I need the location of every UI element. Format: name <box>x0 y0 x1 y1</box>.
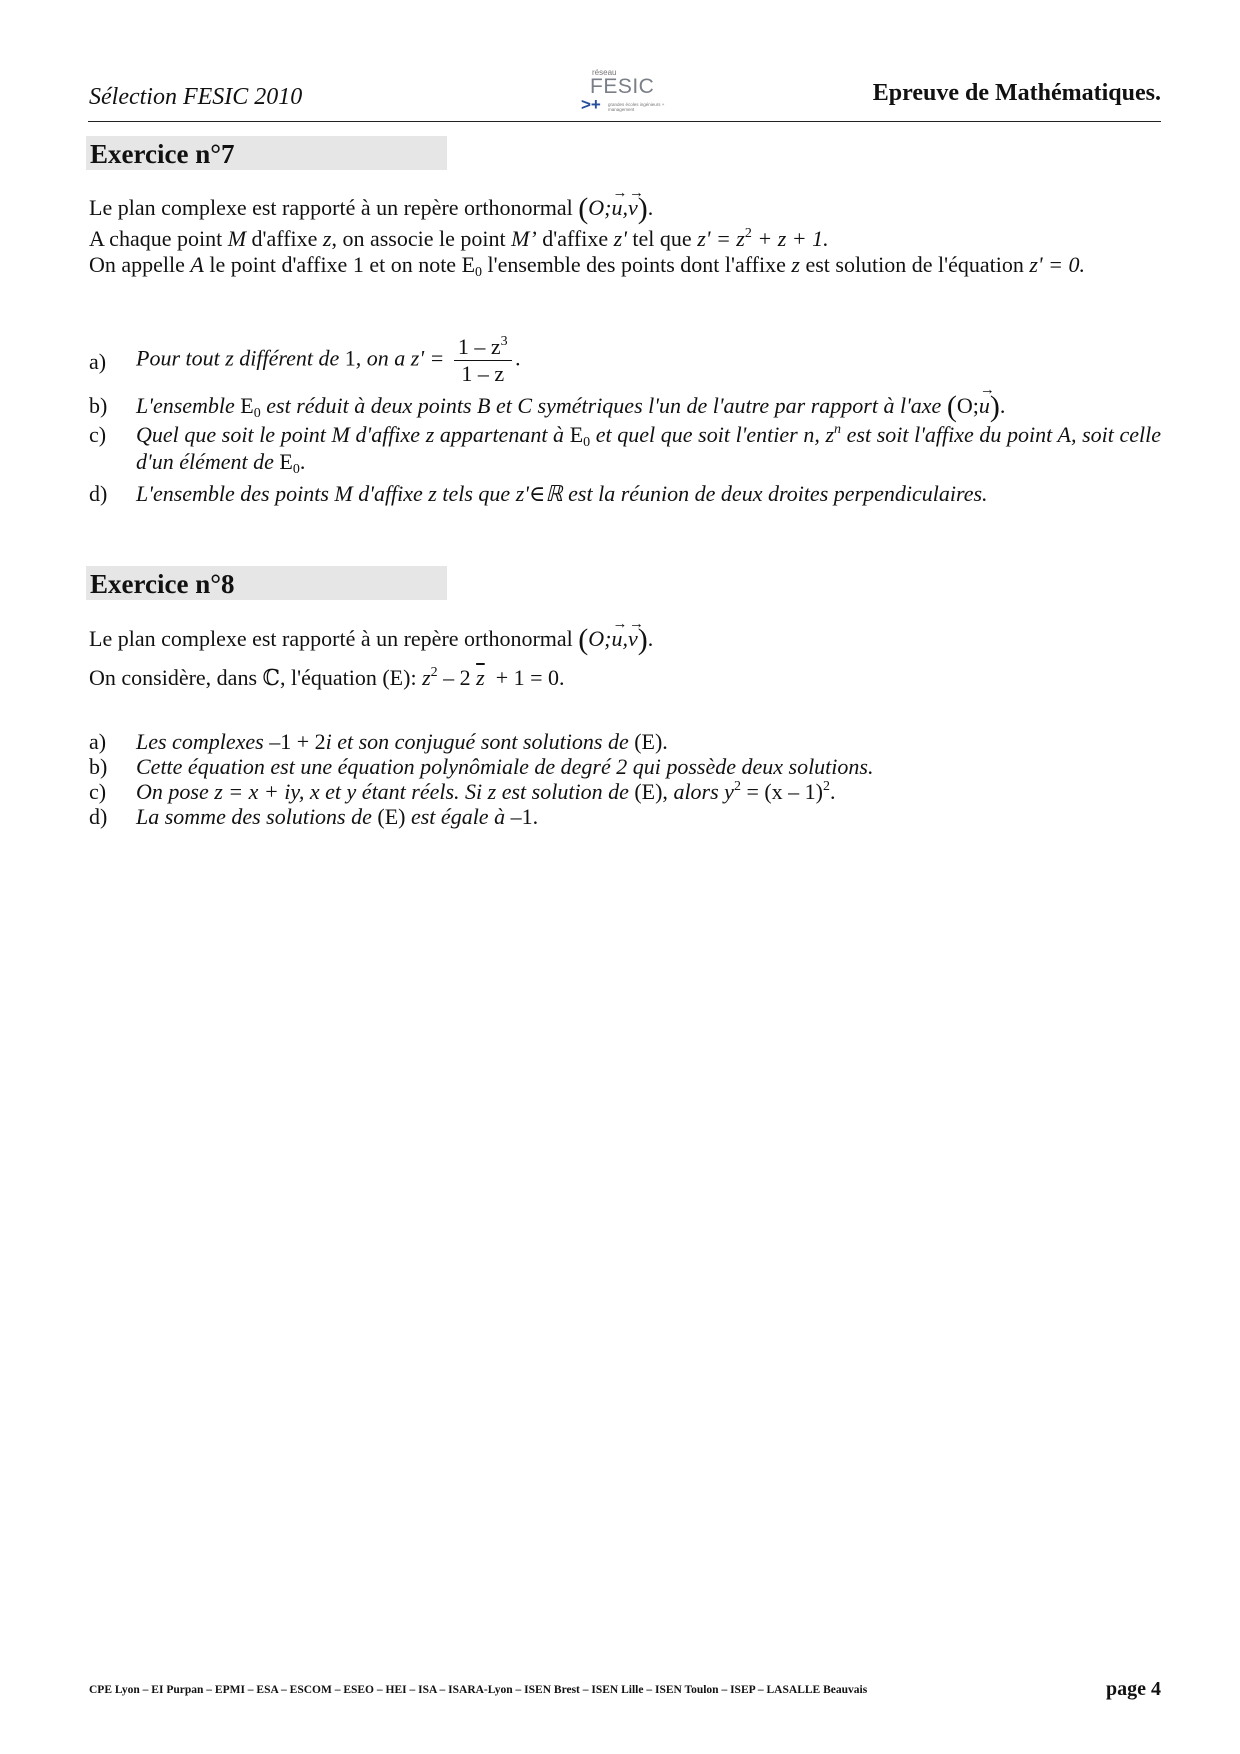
ex7-question-c: c) Quel que soit le point M d'affixe z appartenant à $E_0$ et quel que soit l'entier n, $z^n$ est soit l'affixe du point A, soit celle d'un élément de $E_0$. <box>89 422 1161 477</box>
question-label: c) <box>89 779 107 804</box>
logo-name: FESIC <box>590 75 655 98</box>
ex7-intro-line3: On appelle A le point d'affixe 1 et on note $E_0$ l'ensemble des points dont l'affixe z est solution de l'équation z' = 0. <box>89 252 1085 280</box>
exercise-7-title: Exercice n°7 <box>86 136 447 170</box>
question-label: d) <box>89 481 108 506</box>
ex7-intro-line1: Le plan complexe est rapporté à un repère orthonormal (O;u → ,v → ). <box>89 185 654 225</box>
exercise-8-title: Exercice n°8 <box>86 566 447 600</box>
question-label: a) <box>89 729 107 754</box>
ex7-intro-line2: A chaque point M d'affixe z, on associe le point M’ d'affixe z' tel que $z' = z^2 + z + 1$. <box>89 226 829 251</box>
ex8-intro-line2: On considère, dans ℂ, l'équation (E): $z^2 - 2$ $\overline{z} + 1 = 0$. <box>89 665 565 690</box>
page-number: page 4 <box>1106 1678 1161 1700</box>
question-label: c) <box>89 422 107 447</box>
header-subject: Epreuve de Mathématiques. <box>872 80 1161 106</box>
ex8-question-a: a) Les complexes –1 + 2i et son conjugué sont solutions de (E). <box>89 729 668 754</box>
ex7-question-b: b) L'ensemble $E_0$ est réduit à deux points B et C symétriques l'un de l'autre par rapport à l'axe (O;u → ). <box>89 382 1006 423</box>
ex8-intro-line1: Le plan complexe est rapporté à un repère orthonormal (O;u → ,v → ). <box>89 616 654 656</box>
ex7-question-d: d) L'ensemble des points M d'affixe z tels que z'∈ℝ est la réunion de deux droites perpendiculaires. <box>89 481 988 506</box>
ex8-question-d: d) La somme des solutions de (E) est égale à –1. <box>89 804 539 829</box>
question-label: a) <box>89 349 107 374</box>
question-label: b) <box>89 393 108 418</box>
header-title: Sélection FESIC 2010 <box>89 84 303 110</box>
logo-tagline: grandes écoles ingénieurs + management <box>608 102 665 112</box>
question-label: d) <box>89 804 108 829</box>
header-divider <box>88 121 1161 122</box>
logo-mark: >+ <box>581 95 601 114</box>
fesic-logo <box>578 68 674 118</box>
ex8-question-c: c) On pose z = x + iy, x et y étant réels. Si z est solution de (E), alors $y^2 = (x - 1)^2$. <box>89 779 836 804</box>
logo-small-text: réseau <box>592 68 617 77</box>
footer-schools: CPE Lyon – EI Purpan – EPMI – ESA – ESCOM – ESEO – HEI – ISA – ISARA-Lyon – ISEN Brest – ISEN Lille – ISEN Toulon – ISEP – LASALLE Beauvais <box>89 1684 868 1696</box>
question-label: b) <box>89 754 108 779</box>
fraction: $\frac{1 - z^3}{1 - z}$ <box>454 334 512 387</box>
frame-notation: O;u → ,v → <box>588 185 645 220</box>
ex7-question-a: a) Pour tout z différent de 1, on a z' = $\frac{1 - z^3}{1 - z}$ . <box>89 334 522 386</box>
ex8-question-b: b) Cette équation est une équation polynômiale de degré 2 qui possède deux solutions. <box>89 754 874 779</box>
